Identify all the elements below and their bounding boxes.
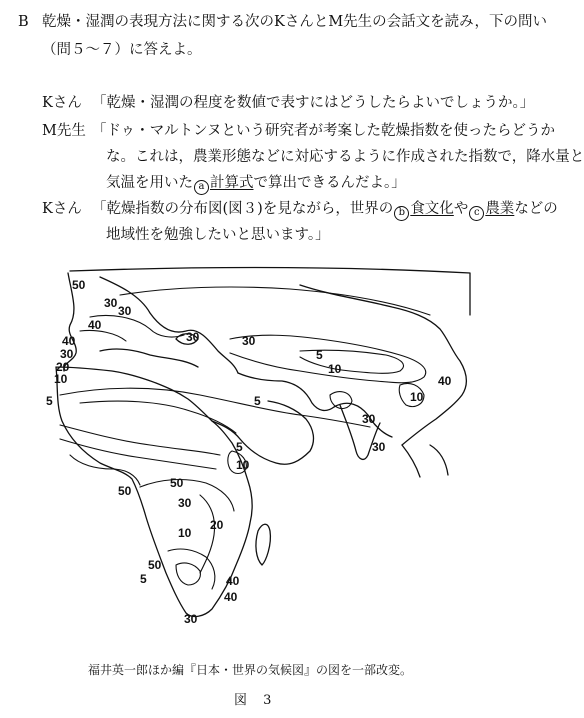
dialogue-k-2-line-1 bbox=[92, 199, 558, 221]
contour-europe-2 bbox=[80, 330, 126, 341]
speaker-k-1: Kさん bbox=[42, 95, 82, 111]
term-agriculture: 農業 bbox=[485, 201, 515, 217]
contour-label: 5 bbox=[140, 572, 147, 586]
contour-label: 30 bbox=[362, 412, 376, 426]
island-madagascar bbox=[256, 524, 270, 565]
dialogue-k-2-mid: や bbox=[453, 201, 469, 217]
contour-label: 30 bbox=[242, 334, 256, 348]
term-food-culture: 食文化 bbox=[410, 201, 454, 217]
contour-siberia bbox=[120, 287, 430, 315]
contour-label: 50 bbox=[72, 278, 86, 292]
dialogue-m-line-3-pre: 気温を用いた bbox=[106, 175, 193, 191]
contour-label: 30 bbox=[186, 330, 200, 344]
coastline-mediterranean bbox=[100, 334, 198, 367]
contour-label: 40 bbox=[438, 374, 452, 388]
dialogue-k-1-text: 「乾燥・湿潤の程度を数値で表すにはどうしたらよいでしょうか。」 bbox=[92, 95, 535, 111]
contour-label: 10 bbox=[236, 458, 250, 472]
coastline-asia bbox=[238, 285, 466, 445]
contour-label: 40 bbox=[88, 318, 102, 332]
section-letter: B bbox=[18, 14, 29, 30]
contour-label: 50 bbox=[170, 476, 184, 490]
marker-c: c bbox=[469, 206, 484, 221]
dialogue-m-line-2: な。これは，農業形態などに対応するように作成された指数で，降水量と bbox=[106, 149, 584, 165]
contour-sahara-inner bbox=[80, 401, 236, 433]
contour-label: 40 bbox=[226, 574, 240, 588]
contour-label: 50 bbox=[118, 484, 132, 498]
term-formula: 計算式 bbox=[210, 175, 254, 191]
contour-europe bbox=[90, 316, 184, 338]
contour-label: 30 bbox=[178, 496, 192, 510]
contour-west-africa bbox=[70, 455, 140, 485]
contour-label: 5 bbox=[236, 440, 243, 454]
contour-label: 40 bbox=[62, 334, 76, 348]
contour-label: 5 bbox=[316, 348, 323, 362]
contour-label: 30 bbox=[184, 612, 198, 626]
aridity-index-map bbox=[0, 255, 520, 655]
dialogue-k-2-line-2: 地域性を勉強したいと思います。」 bbox=[106, 227, 330, 243]
speaker-m: M先生 bbox=[42, 123, 86, 139]
contour-kalahari bbox=[176, 563, 200, 585]
contour-label: 30 bbox=[372, 440, 386, 454]
coastline-arabia bbox=[212, 401, 313, 464]
contour-label: 10 bbox=[410, 390, 424, 404]
section-intro-text-2: （問５～７）に答えよ。 bbox=[42, 42, 202, 58]
contour-label: 30 bbox=[118, 304, 132, 318]
contour-label: 20 bbox=[56, 360, 70, 374]
contour-label: 20 bbox=[210, 518, 224, 532]
coastline-se-asia bbox=[402, 445, 448, 477]
contour-label: 10 bbox=[178, 526, 192, 540]
contour-sahara-outer bbox=[60, 388, 370, 427]
dialogue-k-2-pre: 「乾燥指数の分布図(図３)を見ながら，世界の bbox=[92, 201, 394, 217]
contour-east-africa bbox=[200, 495, 214, 573]
contour-label: 10 bbox=[54, 372, 68, 386]
section-intro-line-2 bbox=[42, 40, 202, 60]
contour-label: 5 bbox=[46, 394, 53, 408]
speaker-k-2: Kさん bbox=[42, 201, 82, 217]
dialogue-m-line-3 bbox=[106, 173, 406, 195]
contour-label: 50 bbox=[148, 558, 162, 572]
dialogue-m-line-1: 「ドゥ・マルトンヌという研究者が考案した乾燥指数を使ったらどうか bbox=[92, 123, 556, 139]
figure-label: 図 3 bbox=[234, 693, 278, 708]
contour-label: 10 bbox=[328, 362, 342, 376]
contour-label: 30 bbox=[104, 296, 118, 310]
contour-label: 40 bbox=[224, 590, 238, 604]
dialogue-k-2-post: などの bbox=[514, 201, 558, 217]
contour-label: 30 bbox=[60, 347, 74, 361]
contour-label: 5 bbox=[254, 394, 261, 408]
marker-a: a bbox=[194, 180, 209, 195]
marker-b: b bbox=[394, 206, 409, 221]
figure-caption: 福井英一郎ほか編『日本・世界の気候図』の図を一部改変。 bbox=[88, 663, 413, 677]
dialogue-m-line-3-post: で算出できるんだよ。」 bbox=[253, 175, 406, 191]
section-intro-text-1: 乾燥・湿潤の表現方法に関する次のKさんとM先生の会話文を読み，下の問い bbox=[42, 14, 548, 30]
section-intro-line-1 bbox=[18, 12, 548, 32]
